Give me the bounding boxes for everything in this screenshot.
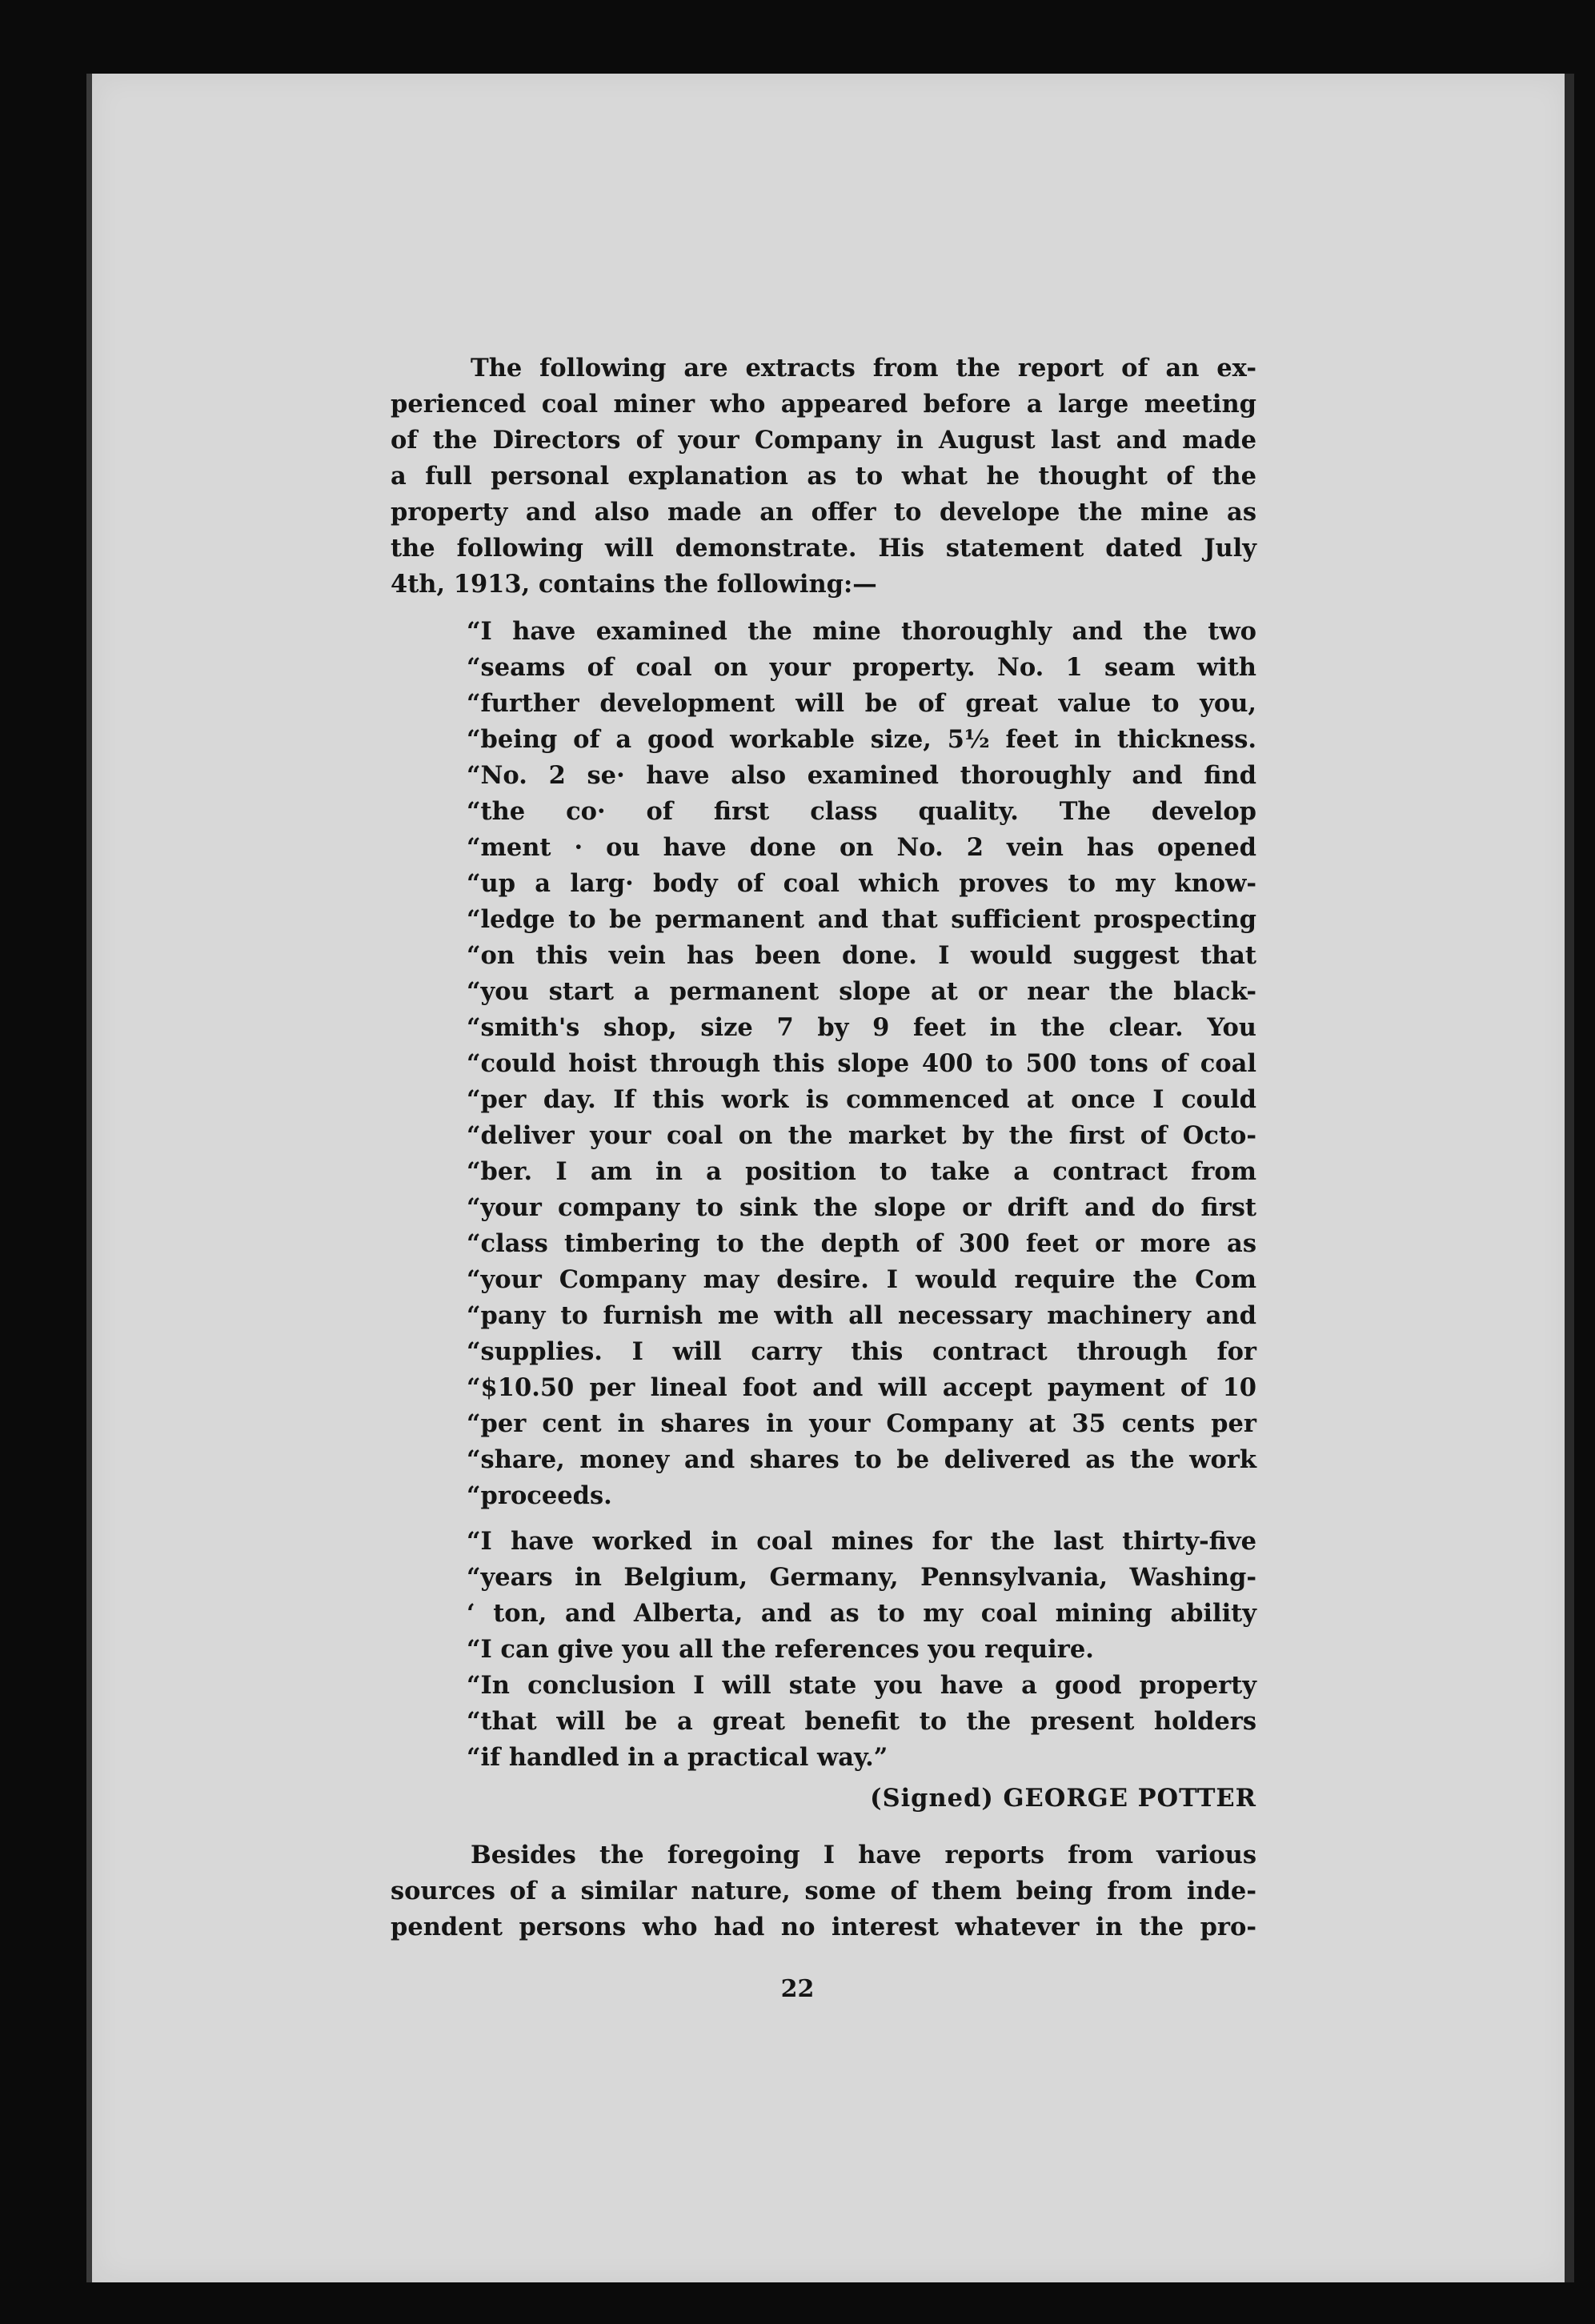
quote-line: “your company to sink the slope or drift and do first [467,1193,1256,1222]
intro-paragraph [391,351,1256,603]
text-line: property and also made an offer to develope the mine as [391,498,1256,527]
quote-paragraph-2 [467,1524,1256,1668]
quote-line: “ledge to be permanent and that sufficient prospecting [467,905,1256,934]
quote-line: “you start a permanent slope at or near the black- [467,977,1256,1006]
quote-line: “your Company may desire. I would require the Com [467,1265,1256,1294]
quote-line: “that will be a great benefit to the present holders [467,1707,1256,1736]
quote-line: “No. 2 se· have also examined thoroughly and find [467,761,1256,790]
text-line: Besides the foregoing I have reports from various [471,1841,1256,1869]
text-line: 4th, 1913, contains the following:— [391,570,877,599]
quote-line: “I have worked in coal mines for the last thirty-five [467,1527,1256,1556]
quote-line: “I have examined the mine thoroughly and the two [467,617,1256,646]
quote-line: “on this vein has been done. I would suggest that [467,941,1256,970]
quoted-report [467,614,1256,1817]
quote-line: ‘ ton, and Alberta, and as to my coal mining ability [467,1599,1256,1628]
quote-line: “years in Belgium, Germany, Pennsylvania, Washing- [467,1563,1256,1592]
quote-line: “pany to furnish me with all necessary machinery and [467,1301,1256,1330]
quote-paragraph-1 [467,614,1256,1514]
quote-line: “ment · ou have done on No. 2 vein has opened [467,833,1256,862]
text-line: of the Directors of your Company in August last and made [391,426,1256,455]
quote-line: “In conclusion I will state you have a good property [467,1671,1256,1700]
quote-line: “per day. If this work is commenced at once I could [467,1085,1256,1114]
quote-line: “being of a good workable size, 5½ feet in thickness. [467,725,1256,754]
quote-line: “ber. I am in a position to take a contract from [467,1157,1256,1186]
text-line: sources of a similar nature, some of them being from inde- [391,1877,1256,1905]
quote-line: “supplies. I will carry this contract through for [467,1337,1256,1366]
page-number: 22 [780,1975,815,2003]
text-line: The following are extracts from the report of an ex- [471,354,1256,383]
quote-line: “if handled in a practical way.” [467,1743,888,1772]
text-line: a full personal explanation as to what he thought of the [391,462,1256,491]
closing-paragraph [391,1837,1256,1945]
quote-line: “could hoist through this slope 400 to 500 tons of coal [467,1049,1256,1078]
quote-paragraph-3 [467,1668,1256,1776]
quote-line: “class timbering to the depth of 300 feet or more as [467,1229,1256,1258]
quote-line: “the co· of first class quality. The develop [467,797,1256,826]
quote-line: “$10.50 per lineal foot and will accept payment of 10 [467,1373,1256,1402]
text-line: perienced coal miner who appeared before a large meeting [391,390,1256,419]
quote-line: “proceeds. [467,1481,612,1510]
text-line: the following will demonstrate. His statement dated July [391,534,1256,563]
quote-line: “per cent in shares in your Company at 35 cents per [467,1409,1256,1438]
quote-line: “up a larg· body of coal which proves to my know- [467,869,1256,898]
quote-line: “smith's shop, size 7 by 9 feet in the clear. You [467,1013,1256,1042]
quote-line: “further development will be of great value to you, [467,689,1256,718]
quote-line: “share, money and shares to be delivered as the work [467,1445,1256,1474]
text-line: pendent persons who had no interest whatever in the pro- [391,1913,1256,1941]
quote-line: “deliver your coal on the market by the first of Octo- [467,1121,1256,1150]
page-text [391,351,1256,1945]
page-right-edge [1565,74,1574,2282]
signature-line: (Signed) GEORGE POTTER [870,1784,1256,1813]
quote-line: “seams of coal on your property. No. 1 seam with [467,653,1256,682]
quote-line: “I can give you all the references you require. [467,1635,1094,1664]
